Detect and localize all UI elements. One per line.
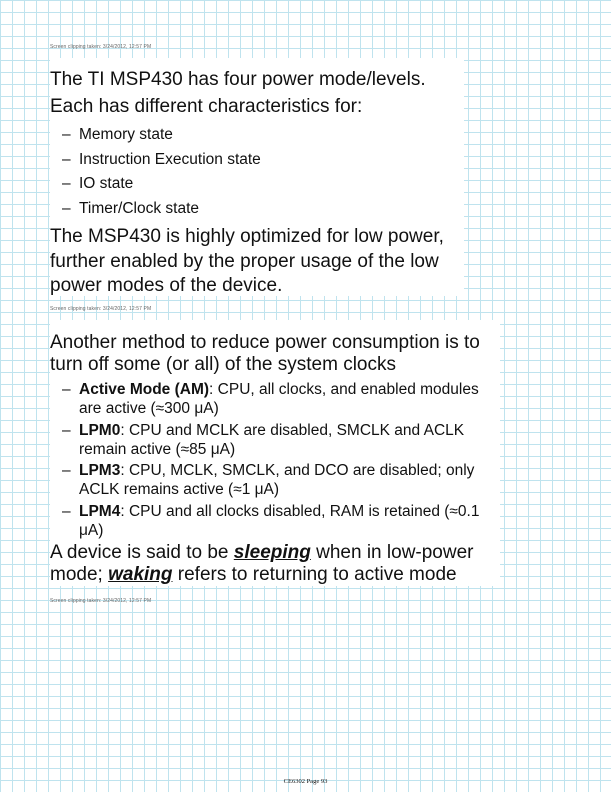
term-sleeping: sleeping (233, 542, 311, 563)
term-waking: waking (108, 564, 173, 585)
intro-characteristics: Each has different characteristics for: (50, 96, 363, 117)
slide-clipping-clock-modes (50, 320, 500, 586)
list-item: – Instruction Execution state (62, 150, 261, 168)
intro-clock-reduction: Another method to reduce power consumption is to turn off some (or all) of the system clocks (50, 332, 480, 375)
sleep-wake-definition: A device is said to be sleeping when in low-power mode; waking refers to returning to active mode (50, 542, 474, 585)
mode-item-am: – Active Mode (AM): CPU, all clocks, and enabled modules are active (≈300 μA) (62, 381, 479, 417)
list-item: – Timer/Clock state (62, 199, 200, 217)
clipping-timestamp: Screen clipping taken: 3/24/2012, 12:57 PM (50, 44, 152, 50)
optimization-summary: The MSP430 is highly optimized for low power, further enabled by the proper usage of the low power modes of the device. (50, 226, 444, 296)
characteristics-list (54, 123, 464, 221)
clipping-timestamp: Screen clipping taken: 3/24/2012, 12:57 PM (50, 306, 152, 312)
mode-item-lpm4: – LPM4: CPU and all clocks disabled, RAM is retained (≈0.1 μA) (62, 502, 480, 539)
mode-item-lpm0: – LPM0: CPU and MCLK are disabled, SMCLK and ACLK remain active (≈85 μA) (62, 421, 465, 458)
page-footer: CE6302 Page 93 (283, 778, 328, 785)
intro-power-modes: The TI MSP430 has four power mode/levels. (50, 69, 426, 90)
list-item: – Memory state (62, 126, 173, 143)
mode-item-lpm3: – LPM3: CPU, MCLK, SMCLK, and DCO are disabled; only ACLK remains active (≈1 μA) (62, 462, 475, 498)
low-power-modes-list (54, 380, 500, 540)
clipping-timestamp: Screen clipping taken: 3/24/2012, 12:57 PM (50, 598, 152, 604)
list-item: – IO state (62, 175, 134, 192)
slide-clipping-power-modes (50, 58, 464, 296)
